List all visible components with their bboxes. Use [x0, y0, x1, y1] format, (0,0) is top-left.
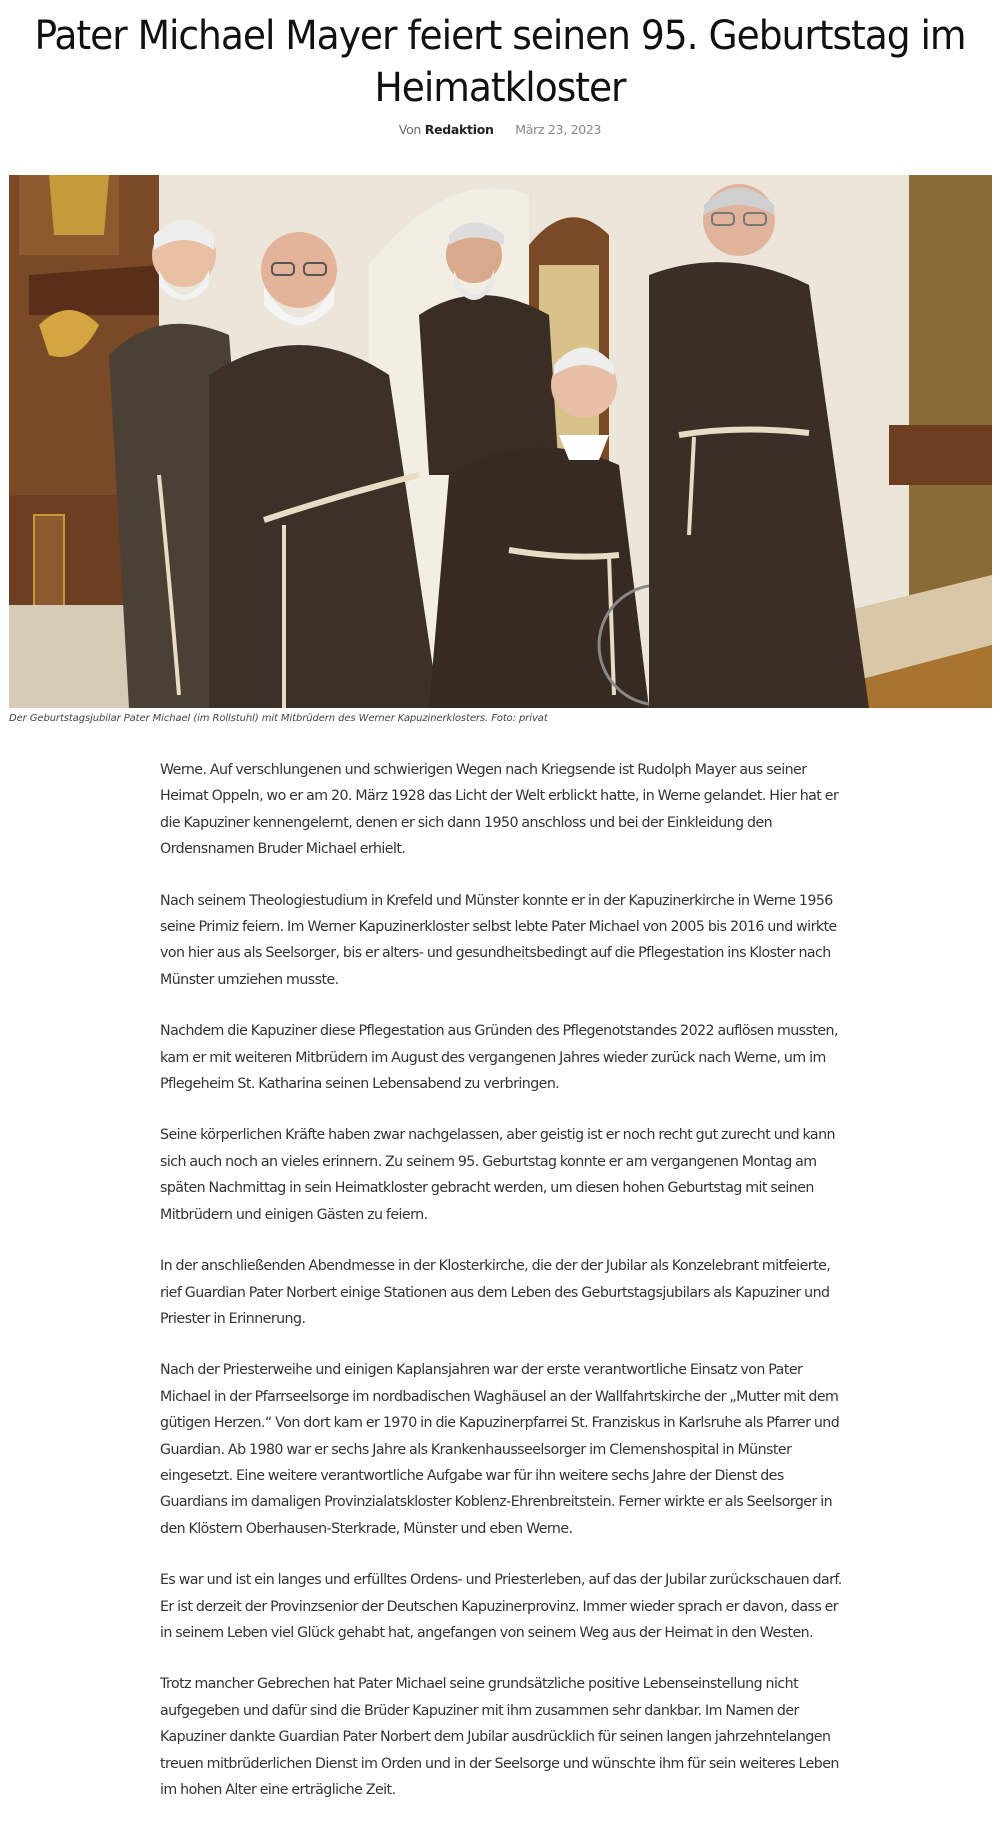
- article-header: [0, 0, 1000, 137]
- author-prefix: Von: [398, 122, 422, 137]
- paragraph: Nachdem die Kapuziner diese Pflegestation aus Gründen des Pflegenotstandes 2022 auflösen mussten, kam er mit weiteren Mitbrüdern im August des vergangenen Jahres wieder zurück nach Werne, um im Pflegeheim St. Katharina seinen Lebensabend zu verbringen.: [160, 1023, 838, 1093]
- author-link[interactable]: Redaktion: [424, 122, 494, 137]
- paragraph: Werne. Auf verschlungenen und schwierigen Wegen nach Kriegsende ist Rudolph Mayer aus seiner Heimat Oppeln, wo er am 20. März 1928 das Licht der Welt erblickt hatte, in Werne gelandet. Hier hat er die Kapuziner kennengelernt, denen er sich dann 1950 anschloss und bei der Einkleidung den Ordensnamen Bruder Michael erhielt.: [160, 762, 839, 858]
- paragraph: Es war und ist ein langes und erfülltes Ordens- und Priesterleben, auf das der Jubilar zurückschauen darf. Er ist derzeit der Provinzsenior der Deutschen Kapuzinerprovinz. Immer wieder sprach er davon, dass er in seinem Leben viel Glück gehabt hat, angefangen von seinem Weg aus der Heimat in den Westen.: [160, 1572, 842, 1641]
- paragraph: Nach seinem Theologiestudium in Krefeld und Münster konnte er in der Kapuzinerkirche in Werne 1956 seine Primiz feiern. Im Werner Kapuzinerkloster selbst lebte Pater Michael von 2005 bis 2016 und wirkte von hier aus als Seelsorger, bis er alters- und gesundheitsbedingt auf die Pflegestation ins Kloster nach Münster umziehen musste.: [160, 892, 837, 988]
- article-title: Pater Michael Mayer feiert seinen 95. Geburtstag im Heimatkloster: [34, 13, 966, 111]
- article-body: [160, 757, 850, 1828]
- paragraph: Trotz mancher Gebrechen hat Pater Michael seine grundsätzliche positive Lebenseinstellung nicht aufgegeben und dafür sind die Brüder Kapuziner mit ihm zusammen sehr dankbar. Im Namen der Kapuziner dankte Guardian Pater Norbert dem Jubilar ausdrücklich für seinen langen jahrzehntelangen treuen mitbrüderlichen Dienst im Orden und in der Seelsorge und wünschte ihm für sein weiteres Leben im hohen Alter eine erträgliche Zeit.: [160, 1676, 839, 1798]
- publish-date: März 23, 2023: [515, 122, 602, 137]
- photo-caption: Der Geburtstagsjubilar Pater Michael (im Rollstuhl) mit Mitbrüdern des Werner Kapuzinerklosters. Foto: privat: [9, 713, 548, 724]
- paragraph: Nach der Priesterweihe und einigen Kaplansjahren war der erste verantwortliche Einsatz von Pater Michael in der Pfarrseelsorge im nordbadischen Waghäusel an der Wallfahrtskirche der „Mutter mit dem gütigen Herzen.“ Von dort kam er 1970 in die Kapuzinerpfarrei St. Franziskus in Karlsruhe als Pfarrer und Guardian. Ab 1980 war er sechs Jahre als Krankenhausseelsorger im Clemenshospital in Münster eingesetzt. Eine weitere verantwortliche Aufgabe war für ihn weitere sechs Jahre der Dienst des Guardians im damaligen Provinzialatskloster Koblenz-Ehrenbreitstein. Ferner wirkte er als Seelsorger in den Klöstern Oberhausen-Sterkrade, Münster und eben Werne.: [160, 1362, 840, 1537]
- paragraph: In der anschließenden Abendmesse in der Klosterkirche, die der der Jubilar als Konzelebrant mitfeierte, rief Guardian Pater Norbert einige Stationen aus dem Leben des Geburtstagsjubilars als Kapuziner und Priester in Erinnerung.: [160, 1258, 831, 1327]
- photo-friar-wheelchair: [429, 447, 649, 708]
- paragraph: Seine körperlichen Kräfte haben zwar nachgelassen, aber geistig ist er noch recht gut zurecht und kann sich auch noch an vieles erinnern. Zu seinem 95. Geburtstag konnte er am vergangenen Montag am späten Nachmittag in sein Heimatkloster gebracht werden, um diesen hohen Geburtstag mit seinen Mitbrüdern und einigen Gästen zu feiern.: [160, 1127, 835, 1223]
- group-photo-friars: [9, 175, 992, 708]
- article-meta: [0, 122, 1000, 137]
- article-photo: [9, 175, 992, 708]
- photo-gilded-ornament: [49, 175, 109, 235]
